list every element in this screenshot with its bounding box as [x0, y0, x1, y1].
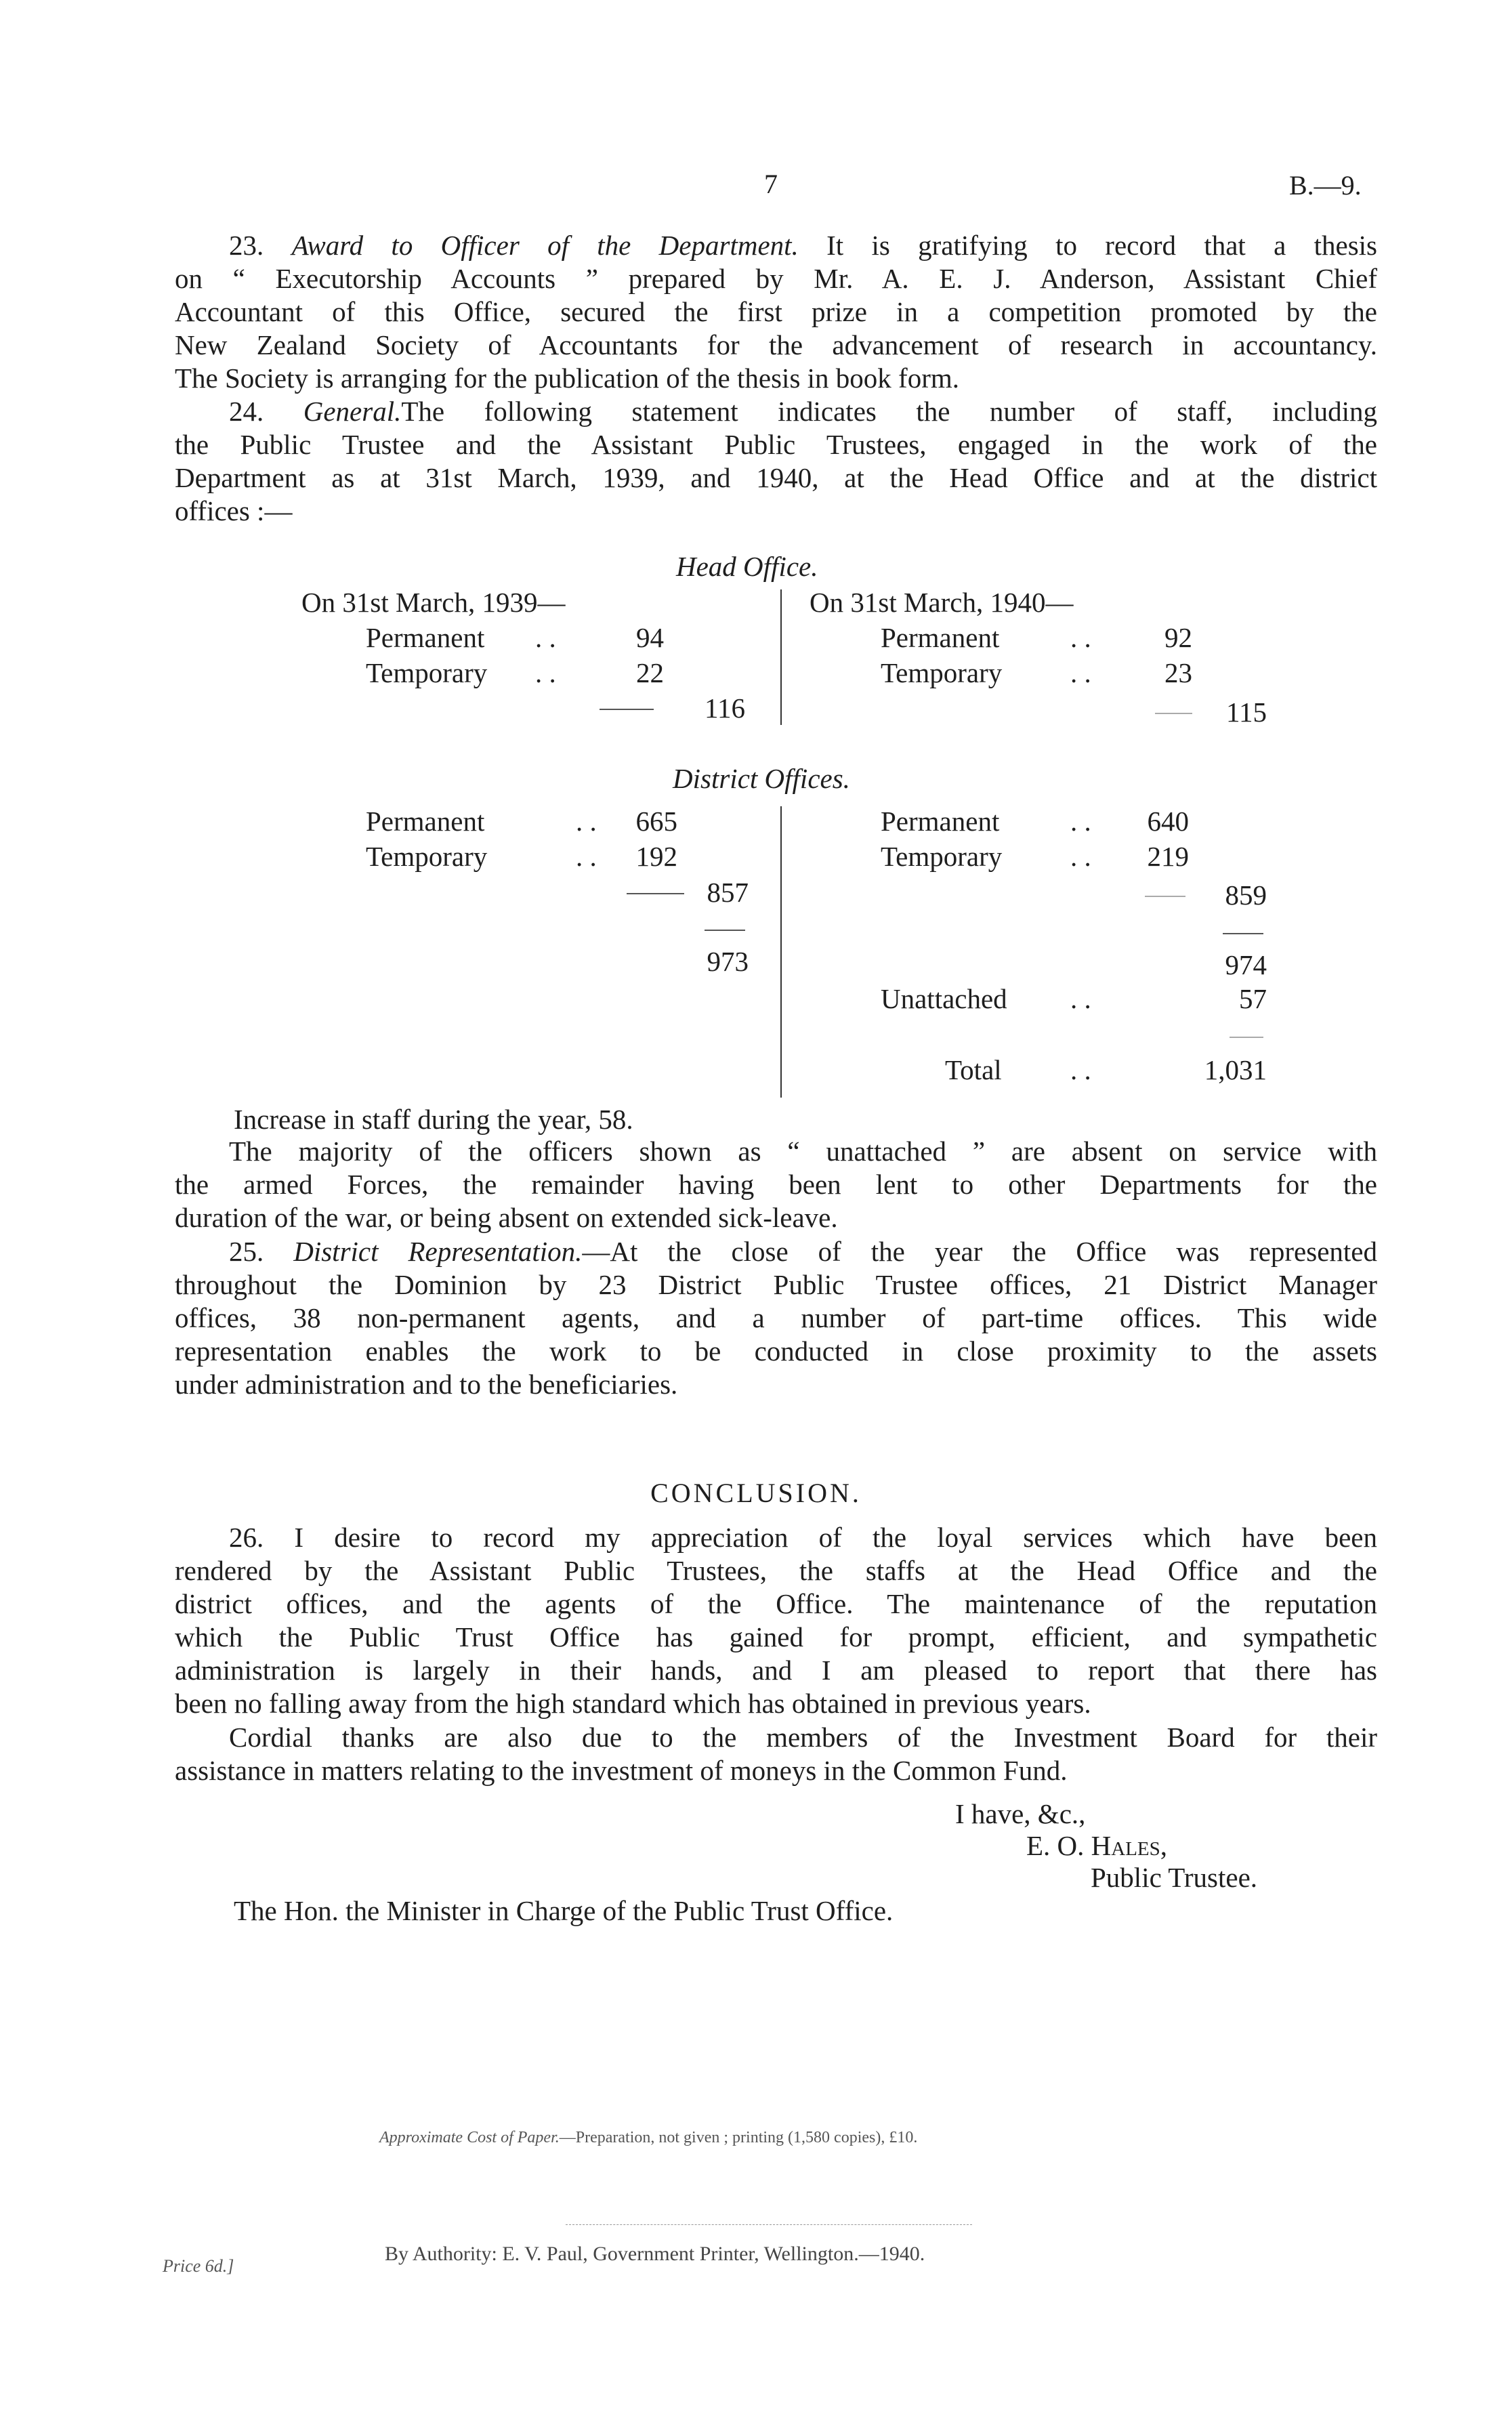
text-line: offices, 38 non-permanent agents, and a number of part-time offices. This wide: [175, 1302, 1377, 1333]
dots: . .: [1070, 1054, 1091, 1085]
ho-1940-permanent: 92: [1164, 622, 1192, 653]
signature-title: Public Trustee.: [1091, 1862, 1258, 1893]
increase-in-staff: Increase in staff during the year, 58.: [234, 1104, 633, 1135]
paragraph-heading: Award to Officer of the Department.: [291, 230, 799, 261]
text-line: Cordial thanks are also due to the members of the Investment Board for their: [229, 1722, 1377, 1753]
conclusion-heading: CONCLUSION.: [650, 1478, 862, 1508]
text-line: under administration and to the beneficiaries.: [175, 1369, 678, 1400]
subtotal-rule: [1155, 713, 1192, 714]
text-line: Accountant of this Office, secured the first prize in a competition promoted by the: [175, 296, 1377, 327]
text-line: Department as at 31st March, 1939, and 1940, at the Head Office and at the district: [175, 462, 1377, 493]
text-line: district offices, and the agents of the Office. The maintenance of the reputation: [175, 1588, 1377, 1619]
page-number: 7: [764, 169, 778, 199]
dots: . .: [1070, 806, 1091, 837]
ho-1939-permanent-label: Permanent: [366, 622, 485, 653]
dots: . .: [535, 622, 556, 653]
price: Price 6d.]: [163, 2256, 234, 2276]
do-1939-total: 857: [707, 877, 749, 908]
ho-1939-permanent: 94: [636, 622, 664, 653]
dots: . .: [535, 657, 556, 688]
text-line: The majority of the officers shown as “ unattached ” are absent on service with: [229, 1136, 1377, 1167]
dots: . .: [576, 841, 597, 872]
dots: . .: [1070, 657, 1091, 688]
text-line: on “ Executorship Accounts ” prepared by Mr. A. E. J. Anderson, Assistant Chief: [175, 263, 1377, 294]
subtotal-rule: [600, 709, 654, 710]
do-1939-temporary-label: Temporary: [366, 841, 488, 872]
addressee: The Hon. the Minister in Charge of the Public Trust Office.: [234, 1895, 894, 1926]
column-divider: [780, 589, 782, 725]
text-line: duration of the war, or being absent on extended sick-leave.: [175, 1202, 838, 1233]
text-line: assistance in matters relating to the investment of moneys in the Common Fund.: [175, 1755, 1068, 1786]
ho-1940-permanent-label: Permanent: [881, 622, 1000, 653]
text-line: offices :—: [175, 495, 293, 526]
cost-note: Approximate Cost of Paper.—Preparation, not given ; printing (1,580 copies), £10.: [379, 2129, 918, 2146]
ho-1939-temporary: 22: [636, 657, 664, 688]
paragraph-number: 25.: [229, 1236, 264, 1267]
text-line: —At the close of the year the Office was represented: [582, 1236, 1377, 1267]
do-1939-temporary: 192: [635, 841, 677, 872]
cordial-thanks: [175, 1721, 1377, 1787]
paragraph-26: [175, 1521, 1377, 1720]
text-line: It is gratifying to record that a thesis: [826, 230, 1378, 261]
total-rule: [1230, 1037, 1263, 1038]
text-line: The following statement indicates the number of staff, including: [401, 396, 1378, 427]
ho-1940-total: 115: [1226, 696, 1267, 728]
column-divider: [780, 806, 782, 1098]
text-line: representation enables the work to be conducted in close proximity to the assets: [175, 1335, 1377, 1367]
do-1939-grand-total: 973: [707, 946, 749, 977]
signature-name: E. O. Hales,: [1026, 1830, 1168, 1861]
do-1939-permanent: 665: [635, 806, 677, 837]
unattached-note: [175, 1135, 1377, 1234]
text-line: administration is largely in their hands, and I am pleased to report that there has: [175, 1655, 1377, 1686]
head-office-title: Head Office.: [676, 551, 818, 582]
text-line: throughout the Dominion by 23 District Public Trustee offices, 21 District Manager: [175, 1269, 1377, 1300]
subtotal-rule: [1145, 896, 1185, 897]
text-line: been no falling away from the high standard which has obtained in previous years.: [175, 1688, 1091, 1719]
printer-authority: By Authority: E. V. Paul, Government Printer, Wellington.—1940.: [385, 2243, 925, 2265]
dots: . .: [1070, 622, 1091, 653]
district-offices-title: District Offices.: [673, 763, 850, 794]
document-reference: B.—9.: [1289, 170, 1362, 201]
heading-1940: On 31st March, 1940—: [810, 587, 1074, 618]
unattached-value: 57: [1239, 983, 1267, 1014]
paragraph-number: 24.: [229, 396, 264, 427]
do-1939-permanent-label: Permanent: [366, 806, 485, 837]
paragraph-number: 23.: [229, 230, 264, 261]
paragraph-23: [175, 229, 1377, 395]
paragraph-heading: District Representation.: [293, 1236, 583, 1267]
text-line: which the Public Trust Office has gained for prompt, efficient, and sympathetic: [175, 1621, 1377, 1652]
total-value: 1,031: [1204, 1054, 1267, 1085]
do-1940-temporary: 219: [1147, 841, 1189, 872]
heading-1939: On 31st March, 1939—: [301, 587, 566, 618]
do-1940-temporary-label: Temporary: [881, 841, 1003, 872]
do-1940-total: 859: [1225, 879, 1267, 911]
ho-1940-temporary: 23: [1164, 657, 1192, 688]
paragraph-24: [175, 395, 1377, 528]
dots: . .: [1070, 983, 1091, 1014]
do-1940-permanent: 640: [1147, 806, 1189, 837]
text-line: New Zealand Society of Accountants for the advancement of research in accountancy.: [175, 329, 1377, 360]
ho-1939-temporary-label: Temporary: [366, 657, 488, 688]
ho-1939-total: 116: [705, 692, 745, 724]
text-line: the armed Forces, the remainder having been lent to other Departments for the: [175, 1169, 1377, 1200]
dots: . .: [576, 806, 597, 837]
text-line: The Society is arranging for the publication of the thesis in book form.: [175, 362, 959, 394]
paragraph-heading: General.: [303, 396, 402, 427]
total-rule: [705, 930, 745, 931]
text-line: rendered by the Assistant Public Trustees, the staffs at the Head Office and the: [175, 1555, 1377, 1586]
text-line: 26. I desire to record my appreciation of the loyal services which have been: [229, 1522, 1377, 1553]
subtotal-rule: [627, 893, 684, 894]
do-1940-grand-total: 974: [1225, 949, 1267, 980]
do-1940-permanent-label: Permanent: [881, 806, 1000, 837]
footer-rule: [566, 2224, 972, 2225]
unattached-label: Unattached: [881, 983, 1007, 1014]
dots: . .: [1070, 841, 1091, 872]
text-line: the Public Trustee and the Assistant Public Trustees, engaged in the work of the: [175, 429, 1377, 460]
total-label: Total: [945, 1054, 1002, 1085]
signature-closing: I have, &c.,: [955, 1798, 1086, 1829]
total-rule: [1223, 933, 1263, 934]
paragraph-25: [175, 1235, 1377, 1401]
ho-1940-temporary-label: Temporary: [881, 657, 1003, 688]
